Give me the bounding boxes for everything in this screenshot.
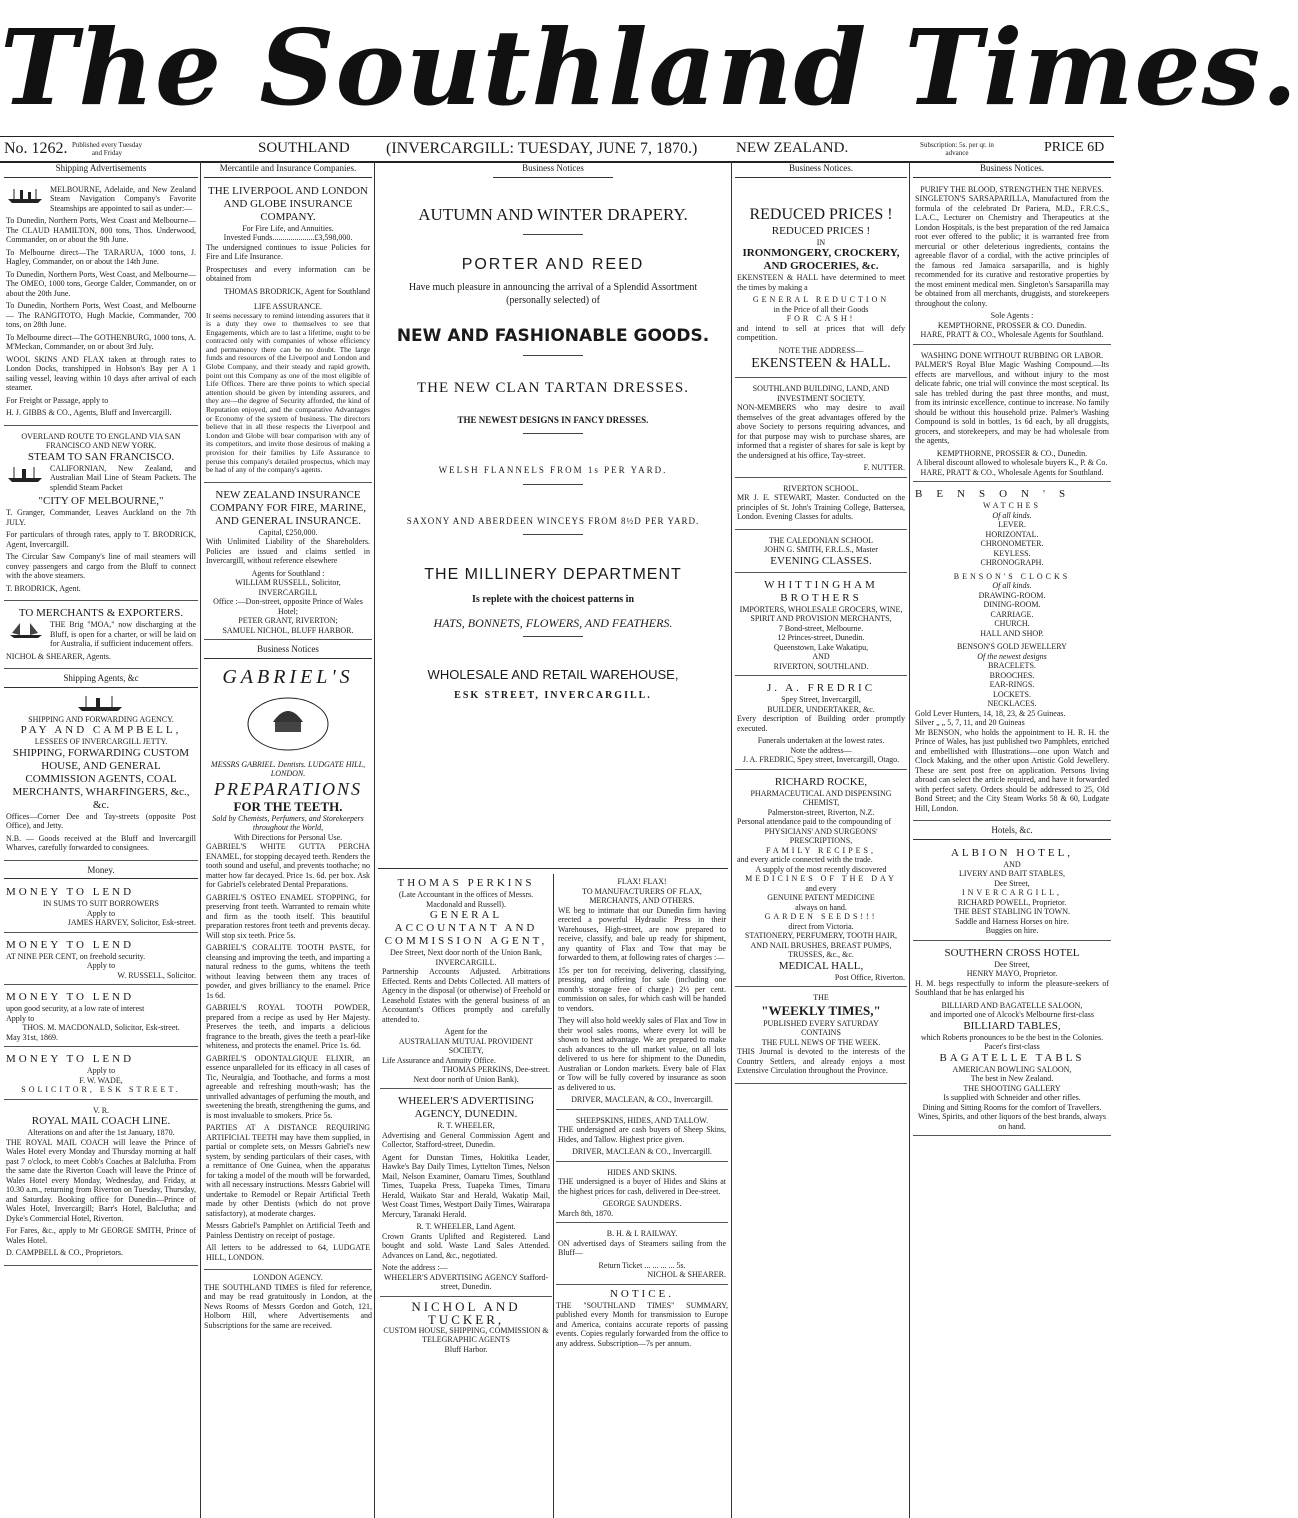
ad-building-society: SOUTHLAND BUILDING, LAND, AND INVESTMENT SOCIETY. NON-MEMBERS who may desire to avail themselves of the great advantages offered by the above Society to persons requiring advances, and for that purpose may wish to purchase shares, are informed that a register of shares for sale is kept by the undersigned at his office, Tay-street. F. NUTTER. — [735, 381, 907, 478]
list-item: To Melbourne direct—The GOTHENBURG, 1000 tons, A. M'Meckan, Commander, on or about 3rd July. — [6, 332, 196, 351]
columns — [0, 162, 1114, 1518]
masthead — [0, 0, 1298, 135]
ad-merchants: TO MERCHANTS & EXPORTERS. THE Brig "MOA," now discharging at the Bluff, is open for a charter, or will be laid on for Australia, if sufficient inducement offers. NICHOL & SHEARER, Agents. — [4, 604, 198, 669]
ad-money-macdonald: MONEY TO LEND upon good security, at a low rate of interest Apply to THOS. M. MACDONALD, Solicitor, Esk-street. May 31st, 1869. — [4, 988, 198, 1047]
ad-sarsaparilla: PURIFY THE BLOOD, STRENGTHEN THE NERVES. SINGLETON'S SARSAPARILLA, Manufactured from the formula of the celebrated Dr Pariera, M.D., F.R.C.S., L.A.C., Lecturer on Chemistry and Therapeutics at the London Hospitals, is the best preparation of the red Jamaica root ever offered to the public; it is warranted free from mercurial or other deleterious ingredients, contains the agreeable flavor of a cordial, with the active principles of the famous red Jamaica sarsaparilla, and is highly recommended for its curative and restorative properties by the most eminent medical men. Singleton's Sarsaparilla may be obtained from all merchants, druggists, and storekeepers throughout the colony. Sole Agents : KEMPTHORNE, PROSSER & CO. Dunedin. HARE, PRATT & CO., Wholesale Agents for Southland. — [913, 182, 1111, 345]
list-item: HALL AND SHOP. — [980, 628, 1044, 638]
list-item: To Dunedin, Northern Ports, West Coast, and Melbourne — The RANGITOTO, Hugh Mackie, Commander, 700 tons, on 28th June. — [6, 301, 196, 329]
ad-liverpool: THE LIVERPOOL AND LONDON AND GLOBE INSURANCE COMPANY. For Fire Life, and Annuities. Invested Funds.....................£3,598,000. The undersigned continues to issue Policies for Fire and Life Insurance. Prospectuses and every information can be obtained from THOMAS BRODRICK, Agent for Southland LIFE ASSURANCE. It seems necessary to remind intending assurers that it is a duty they owe to themselves to see that Engagements, which are to last a lifetime, ought to be contracted only with companies of whose efficiency and permanency there can be no doubt. The large funds and resources of the Liverpool and London and Globe Company, and their steady and rapid growth, point out this Company as one of the most eligible of Life Offices. There are three points to which special attention should be given by intending assurers, and they are—the degree of Security afforded, the kind of Reputation enjoyed, and the comparative Advantages or Economy of the system of business. The directors believe that in all these respects the Liverpool and London and Globe will bear comparison with any of its competitors, and invite those desirous of making a provision for their families by Life Assurance to peruse this company's detailed prospectus, which may be had of any of the company's agents. — [204, 182, 372, 483]
column-divider — [909, 162, 910, 1518]
ad-fredric: J. A. FREDRIC Spey Street, Invercargill, BUILDER, UNDERTAKER, &c. Every description of Building order promptly executed. Funerals undertaken at the lowest rates. Note the address— J. A. FREDRIC, Spey street, Invercargill, Otago. — [735, 679, 907, 770]
route-list — [6, 216, 196, 352]
ad-pay-campbell: SHIPPING AND FORWARDING AGENCY. PAY AND CAMPBELL, LESSEES OF INVERCARGILL JETTY. SHIPPING, FORWARDING CUSTOM HOUSE, AND GENERAL COMMISSION AGENTS, COAL MERCHANTS, WHARFINGERS, &c., &c. Offices—Corner Dee and Tay-streets (opposite Post Office), and Jetty. N.B. — Goods received at the Bluff and Invercargill Wharves, carefully forwarded to consignees. — [4, 692, 198, 861]
place-new-zealand: NEW ZEALAND. — [736, 140, 849, 156]
steamship-icon — [6, 466, 46, 484]
subscription: Subscription: 5s. per qr. in advance — [920, 141, 994, 157]
ad-ekensteen: REDUCED PRICES ! REDUCED PRICES ! IN IRONMONGERY, CROCKERY, AND GROCERIES, &c. EKENSTEEN & HALL have determined to meet the times by making a GENERAL REDUCTION in the Price of all their Goods FOR CASH! and intend to sell at prices that will defy competition. NOTE THE ADDRESS— EKENSTEEN & HALL. — [735, 182, 907, 379]
column-divider — [553, 874, 554, 1518]
column-divider — [200, 162, 201, 1518]
column-divider — [374, 162, 375, 1518]
place-southland: SOUTHLAND — [258, 140, 350, 156]
ad-money-harvey: MONEY TO LEND IN SUMS TO SUIT BORROWERS Apply to JAMES HARVEY, Solicitor, Esk-street. — [4, 883, 198, 933]
ad-san-francisco: OVERLAND ROUTE TO ENGLAND VIA SAN FRANCISCO AND NEW YORK. STEAM TO SAN FRANCISCO. CALIFORNIAN, New Zealand, and Australian Mail Line of Steam Packets. The splendid Steam Packet "CITY OF MELBOURNE," T. Granger, Commander, Leaves Auckland on the 7th JULY. For particulars of through rates, apply to T. BRODRICK, Agent, Invercargill. The Circular Saw Company's line of mail steamers will convey passengers and cargo from the Bluff to connect with the above steamers. T. BRODRICK, Agent. — [4, 429, 198, 602]
sailing-brig-icon — [6, 622, 46, 640]
ad-flax: FLAX! FLAX! TO MANUFACTURERS OF FLAX, MERCHANTS, AND OTHERS. WE beg to intimate that our Dunedin firm having erected a powerful Hydraulic Press in their Warehouses, High-street, are now prepared to receive, classify, and bale up ready for shipment, any quantity of Flax and Tow that may be forwarded to them, at following rates of charges :— 15s per ton for receiving, delivering, classifying, pressing, and offering for sale (including one month's storage free of charge.) 2½ per cent. commission on sales, for which cash will be handed to vendors. They will also hold weekly sales of Flax and Tow in their wool sales rooms, where every lot will be shown to best advantage. We are prepared to make cash advances to the ull market value, on all lots delivered to us here for shipment to the Dunedin, Australian or London markets. Every bale of Flax or Tow will be fully covered by insurance as soon as delivered to us. DRIVER, MACLEAN, & CO., Invercargill. — [556, 874, 728, 1110]
ad-whittingham: WHITTINGHAM BROTHERS IMPORTERS, WHOLESALE GROCERS, WINE, SPIRIT AND PROVISION MERCHANTS, 7 Bond-street, Melbourne. 12 Princes-street, Dunedin. Queenstown, Lake Wakatipu, AND RIVERTON, SOUTHLAND. — [735, 576, 907, 677]
ad-money-wade: MONEY TO LEND Apply to F. W. WADE, SOLICITOR, ESK STREET. — [4, 1050, 198, 1100]
list-item: To Melbourne direct—The TARARUA, 1000 tons, J. Hagley, Commander, on or about the 14th June. — [6, 247, 196, 266]
section-header: Shipping Advertisements — [4, 162, 198, 178]
list-item: To Dunedin, Northern Ports, West Coast and Melbourne—The CLAUD HAMILTON, 800 tons, Thos. Underwood, Commander, on or about the 9th June. — [6, 216, 196, 244]
ad-weekly-times: THE "WEEKLY TIMES," PUBLISHED EVERY SATURDAY CONTAINS THE FULL NEWS OF THE WEEK. THIS Journal is devoted to the interests of the Country Settlers, and already enjoys a most Extensive Circulation throughout the Province. — [735, 990, 907, 1084]
ad-gabriel: GABRIEL'S MESSRS GABRIEL. Dentists. LUDGATE HILL, LONDON. PREPARATIONS FOR THE TEETH. Sold by Chemists, Perfumers, and Storekeepers throughout the World, With Directions for Personal Use. GABRIEL'S WHITE GUTTA PERCHA ENAMEL, for stopping decayed teeth. Renders the tooth sound and useful, and prevents toothache; no matter how far decayed. Price 1s. 6d. per box. Ask for Gabriel's celebrated Dental Preparations. GABRIEL'S OSTEO ENAMEL STOPPING, for preserving front teeth. Warranted to remain white and firm as the tooth itself. This beautiful preparation restores front teeth and prevents decay. Will stop six teeth. Price 5s. GABRIEL'S CORALITE TOOTH PASTE, for cleansing and improving the teeth, and imparting a natural redness to the gums, whitens the teeth without leaving between them any traces of powder, and gives brilliancy to the enamel. Price 1s 6d. GABRIEL'S ROYAL TOOTH POWDER, prepared from a recipe as used by Her Majesty. Preserves the teeth, and imparts a delicious fragrance to the breath, gives the teeth a pearl-like whiteness, and protects the enamel. Price 1s. 6d. GABRIEL'S ODONTALGIQUE ELIXIR, an essence unparalleled for its efficacy in all cases of Tic, Neuralgia, and Toothache, and forms a most agreeable and refreshing mouth-wash; has the unrivalled advantages of perfuming the mouth, and sweetening the breath, strengthening the gums, and is most invaluable to smokers. Price 5s. PARTIES AT A DISTANCE REQUIRING ARTIFICIAL TEETH may have them supplied, in partial or complete sets, on Messrs Gabriel's new system, by sending particulars of their cases, with a remittance of One Guinea, when the apparatus for taking a model of the mouth will be forwarded, with all necessary instructions. Messrs Gabriel will undertake to Remodel or Repair Artificial Teeth made by other Dentists (which do not prove satisfactory), at moderate charges. Messrs Gabriel's Pamphlet on Artificial Teeth and Painless Dentistry on receipt of postage. All letters to be addressed to 64, LUDGATE HILL, LONDON. — [204, 663, 372, 1271]
ad-porter-reed: Business Notices AUTUMN AND WINTER DRAPERY. PORTER AND REED Have much pleasure in announcing the arrival of a Splendid Assortment (personally selected) of NEW AND FASHIONABLE GOODS. THE NEW CLAN TARTAN DRESSES. THE NEWEST DESIGNS IN FANCY DRESSES. WELSH FLANNELS FROM 1s PER YARD. SAXONY AND ABERDEEN WINCEYS FROM 8½D PER YARD. THE MILLINERY DEPARTMENT Is replete with the choicest patterns in HATS, BONNETS, FLOWERS, AND FEATHERS. WHOLESALE AND RETAIL WAREHOUSE, ESK STREET, INVERCARGILL. — [396, 163, 710, 701]
price: PRICE 6D — [1044, 140, 1105, 155]
column-divider — [731, 162, 732, 1518]
ad-sheepskins: SHEEPSKINS, HIDES, AND TALLOW. THE undersigned are cash buyers of Sheep Skins, Hides, and Tallow. Highest price given. DRIVER, MACLEAN & CO., Invercargill. — [556, 1113, 728, 1162]
list-item: KEYLESS. — [993, 548, 1031, 558]
royal-seal-icon — [243, 694, 333, 754]
list-item: CHURCH. — [994, 619, 1030, 628]
ad-steam-navigation: MELBOURNE, Adelaide, and New Zealand Steam Navigation Company's Favorite Steamships are appointed to sail as under:— To Dunedin, Northern Ports, West Coast and Melbourne—The CLAUD HAMILTON, 800 tons, Thos. Underwood, Commander, on or about the 9th June. To Melbourne direct—The TARARUA, 1000 tons, J. Hagley, Commander, on or about the 14th June. To Dunedin, Northern Ports, West Coast, and Melbourne—The OMEO, 1000 tons, George Calder, Commander, on or about the 20th June. To Dunedin, Northern Ports, West Coast, and Melbourne — The RANGITOTO, Hugh Mackie, Commander, 700 tons, on 28th June. To Melbourne direct—The GOTHENBURG, 1000 tons, A. M'Meckan, Commander, on or about 3rd July. WOOL SKINS AND FLAX taken at through rates to London Docks, transhipped in Hobson's Bay per A 1 sailing vessel, leaving within 10 days after arrival of each steamer. For Freight or Passage, apply to H. J. GIBBS & CO., Agents, Bluff and Invercargill. — [4, 182, 198, 426]
list-item: BROOCHES. — [989, 670, 1035, 680]
ad-washing: WASHING DONE WITHOUT RUBBING OR LABOR. PALMER'S Royal Blue Magic Washing Compound.—Its effects are marvellous, and without injury to the most delicate fabric, one trial will convince the most sceptical. Its sale has trebled during the past three months, and must, from its intrinsic excellence, continue to increase. No family should be without this household prize. Palmer's Washing Compound is sold in bottles, 1s 6d each, by all druggists, grocers, and storekeepers, and may be had wholesale from the agents, KEMPTHORNE, PROSSER & CO., Dunedin. A liberal discount allowed to wholesale buyers K., P. & Co. HARE, PRATT & CO., Wholesale Agents for Southland. — [913, 348, 1111, 483]
ad-benson: BENSON'S WATCHES Of all kinds. LEVER. HORIZONTAL. CHRONOMETER. KEYLESS. CHRONOGRAPH. BENSON'S CLOCKS Of all kinds. DRAWING-ROOM. DINING-ROOM. CARRIAGE. CHURCH. HALL AND SHOP. BENSON'S GOLD JEWELLERY Of the newest designs BRACELETS. BROOCHES. EAR-RINGS. LOCKETS. NECKLACES. Gold Lever Hunters, 14, 18, 23, & 25 Guineas. Silver „ „ 5, 7, 11, and 20 Guineas Mr BENSON, who holds the appointment to H. R. H. the Prince of Wales, has just published two Pamphlets, enriched and embellished with Illustrations—one upon Watch and Clock Making, and the other upon Artistic Gold Jewellery. These are sent post free on application. Persons living abroad can select the article required, and have it forwarded with perfect safety. Orders should be addressed to 25, Old Bond Street; and the City Steam Works 58 & 60, Ludgate Hill, London. — [913, 485, 1111, 821]
list-item: EAR-RINGS. — [989, 680, 1035, 689]
steamship-icon — [76, 695, 126, 713]
list-item: CARRIAGE. — [990, 609, 1034, 619]
dateline — [0, 136, 1114, 163]
list-item: BRACELETS. — [988, 661, 1036, 670]
column-perkins: THOMAS PERKINS (Late Accountant in the offices of Messrs. Macdonald and Russell). GENERAL ACCOUNTANT AND COMMISSION AGENT, Dee Street, Next door north of the Union Bank, INVERCARGILL. Partnership Accounts Adjusted. Arbitrations Effected. Rents and Debts Collected. All matters of Agency in the disposal (or otherwise) of Freehold or Leasehold Estates with the general business of an Accountant's Offices promptly and carefully attended to. Agent for the AUSTRALIAN MUTUAL PROVIDENT SOCIETY, Life Assurance and Annuity Office. THOMAS PERKINS, Dee-street. Next door north of Union Bank). WHEELER'S ADVERTISING AGENCY, DUNEDIN. R. T. WHEELER, Advertising and General Commission Agent and Collector, Stafford-street, Dunedin. Agent for Dunstan Times, Hokitika Leader, Hawke's Bay Daily Times, Lyttelton Times, Nelson Mail, Nelson Examiner, Oamaru Times, Southland Times, Tuapeka Press, Tuapeka Times, Timaru Herald, Waikato Star and Herald, Wakatip Mail, West Coast Times, Westport Daily Times, Wairarapa Mercury, Taranaki Herald. R. T. WHEELER, Land Agent. Crown Grants Uplifted and Registered. Land bought and sold. Waste Land Sales Attended. Advances on Land, &c., negotiated. Note the address :— WHEELER'S ADVERTISING AGENCY Stafford-street, Dunedin. NICHOL AND TUCKER, CUSTOM HOUSE, SHIPPING, COMMISSION & TELEGRAPHIC AGENTS Bluff Harbor. — [380, 874, 552, 1518]
list-item: HORIZONTAL. — [985, 529, 1039, 539]
list-item: DRAWING-ROOM. — [978, 590, 1046, 600]
column-business-2: Business Notices. PURIFY THE BLOOD, STRENGTHEN THE NERVES. SINGLETON'S SARSAPARILLA, Manufactured from the formula of the celebrated Dr Pariera, M.D., F.R.C.S., L.A.C., Lecturer on Chemistry and Therapeutics at the London Hospitals, is the best preparation of the red Jamaica root ever offered to the public; it is warranted free from mercurial or other deleterious ingredients, contains the agreeable flavor of a cordial, with the active principles of the famous red Jamaica sarsaparilla, and is highly recommended for its curative and restorative properties by the most eminent medical men. Singleton's Sarsaparilla may be obtained from all merchants, druggists, and storekeepers throughout the colony. Sole Agents : KEMPTHORNE, PROSSER & CO. Dunedin. HARE, PRATT & CO., Wholesale Agents for Southland. WASHING DONE WITHOUT RUBBING OR LABOR. PALMER'S Royal Blue Magic Washing Compound.—Its effects are marvellous, and without injury to the most delicate fabric, one trial will convince the most sceptical. Its sale has trebled during the past three months, and must, from its intrinsic excellence, continue to increase. No family should be without this household prize. Palmer's Washing Compound is sold in bottles, 1s 6d each, by all druggists, grocers, and storekeepers, and may be had wholesale from the agents, KEMPTHORNE, PROSSER & CO., Dunedin. A liberal discount allowed to wholesale buyers K., P. & Co. HARE, PRATT & CO., Wholesale Agents for Southland. BENSON'S WATCHES Of all kinds. LEVER. HORIZONTAL. CHRONOMETER. KEYLESS. CHRONOGRAPH. BENSON'S CLOCKS Of all kinds. DRAWING-ROOM. DINING-ROOM. CARRIAGE. CHURCH. HALL AND SHOP. BENSON'S GOLD JEWELLERY Of the newest designs BRACELETS. BROOCHES. EAR-RINGS. LOCKETS. NECKLACES. Gold Lever Hunters, 14, 18, 23, & 25 Guineas. Silver „ „ 5, 7, 11, and 20 Guineas Mr BENSON, who holds the appointment to H. R. H. the Prince of Wales, has just published two Pamphlets, enriched and embellished with Illustrations—one upon Watch and Clock Making, and the other upon Artistic Gold Jewellery. These are sent post free on application. Persons living abroad can select the article required, and have it forwarded with perfect safety. Orders should be addressed to 25, Old Bond Street; and the City Steam Works 58 & 60, Ludgate Hill, London. Hotels, &c. ALBION HOTEL, AND LIVERY AND BAIT STABLES, Dee Street, INVERCARGILL, RICHARD POWELL, Proprietor. THE BEST STABLING IN TOWN. Saddle and Harness Horses on hire. Buggies on hire. SOUTHERN CROSS HOTEL Dee Street, HENRY MAYO, Proprietor. H. M. begs respectfully to inform the pleasure-seekers of Southland that he has enlarged his BILLIARD AND BAGATELLE SALOON, and imported one of Alcock's Melbourne first-class BILLIARD TABLES, which Roberts pronounces to be the best in the Colonies. Pacer's first-class BAGATELLE TABLS AMERICAN BOWLING SALOON, The best in New Zealand. THE SHOOTING GALLERY Is supplied with Schneider and other rifles. Dining and Sitting Rooms for the comfort of Travellers. Wines, Spirits, and other liquors of the best brands, always on hand. — [913, 162, 1111, 1518]
column-business-1: Business Notices. REDUCED PRICES ! REDUCED PRICES ! IN IRONMONGERY, CROCKERY, AND GROCERIES, &c. EKENSTEEN & HALL have determined to meet the times by making a GENERAL REDUCTION in the Price of all their Goods FOR CASH! and intend to sell at prices that will defy competition. NOTE THE ADDRESS— EKENSTEEN & HALL. SOUTHLAND BUILDING, LAND, AND INVESTMENT SOCIETY. NON-MEMBERS who may desire to avail themselves of the great advantages offered by the above Society to persons requiring advances, and for that purpose may wish to purchase shares, are informed that a register of shares for sale is kept by the undersigned at his office, Tay-street. F. NUTTER. RIVERTON SCHOOL. MR J. E. STEWART, Master. Conducted on the principles of St. John's Training College, Battersea, London. Evening Classes for adults. THE CALEDONIAN SCHOOL JOHN G. SMITH, F.R.L.S., Master EVENING CLASSES. WHITTINGHAM BROTHERS IMPORTERS, WHOLESALE GROCERS, WINE, SPIRIT AND PROVISION MERCHANTS, 7 Bond-street, Melbourne. 12 Princes-street, Dunedin. Queenstown, Lake Wakatipu, AND RIVERTON, SOUTHLAND. J. A. FREDRIC Spey Street, Invercargill, BUILDER, UNDERTAKER, &c. Every description of Building order promptly executed. Funerals undertaken at the lowest rates. Note the address— J. A. FREDRIC, Spey street, Invercargill, Otago. RICHARD ROCKE, PHARMACEUTICAL AND DISPENSING CHEMIST, Palmerston-street, Riverton, N.Z. Personal attendance paid to the compounding of PHYSICIANS' AND SURGEONS' PRESCRIPTIONS, FAMILY RECIPES, and every article connected with the trade. A supply of the most recently discovered MEDICINES OF THE DAY and every GENUINE PATENT MEDICINE always on hand. GARDEN SEEDS!!! direct from Victoria. STATIONERY, PERFUMERY, TOOTH HAIR, AND NAIL BRUSHES, BREAST PUMPS, TRUSSES, &c., &c. MEDICAL HALL, Post Office, Riverton. THE "WEEKLY TIMES," PUBLISHED EVERY SATURDAY CONTAINS THE FULL NEWS OF THE WEEK. THIS Journal is devoted to the interests of the Country Settlers, and already enjoys a most Extensive Circulation throughout the Province. — [735, 162, 907, 1518]
column-shipping: Shipping Advertisements MELBOURNE, Adelaide, and New Zealand Steam Navigation Company's Favorite Steamships are appointed to sail as under:— To Dunedin, Northern Ports, West Coast and Melbourne—The CLAUD HAMILTON, 800 tons, Thos. Underwood, Commander, on or about the 9th June. To Melbourne direct—The TARARUA, 1000 tons, J. Hagley, Commander, on or about the 14th June. To Dunedin, Northern Ports, West Coast, and Melbourne—The OMEO, 1000 tons, George Calder, Commander, on or about the 20th June. To Dunedin, Northern Ports, West Coast, and Melbourne — The RANGITOTO, Hugh Mackie, Commander, 700 tons, on 28th June. To Melbourne direct—The GOTHENBURG, 1000 tons, A. M'Meckan, Commander, on or about 3rd July. WOOL SKINS AND FLAX taken at through rates to London Docks, transhipped in Hobson's Bay per A 1 sailing vessel, leaving within 10 days after arrival of each steamer. For Freight or Passage, apply to H. J. GIBBS & CO., Agents, Bluff and Invercargill. OVERLAND ROUTE TO ENGLAND VIA SAN FRANCISCO AND NEW YORK. STEAM TO SAN FRANCISCO. CALIFORNIAN, New Zealand, and Australian Mail Line of Steam Packets. The splendid Steam Packet "CITY OF MELBOURNE," T. Granger, Commander, Leaves Auckland on the 7th JULY. For particulars of through rates, apply to T. BRODRICK, Agent, Invercargill. The Circular Saw Company's line of mail steamers will convey passengers and cargo from the Bluff to connect with the above steamers. T. BRODRICK, Agent. TO MERCHANTS & EXPORTERS. THE Brig "MOA," now discharging at the Bluff, is open for a charter, or will be laid on for Australia, if sufficient inducement offers. NICHOL & SHEARER, Agents. Shipping Agents, &c SHIPPING AND FORWARDING AGENCY. PAY AND CAMPBELL, LESSEES OF INVERCARGILL JETTY. SHIPPING, FORWARDING CUSTOM HOUSE, AND GENERAL COMMISSION AGENTS, COAL MERCHANTS, WHARFINGERS, &c., &c. Offices—Corner Dee and Tay-streets (opposite Post Office), and Jetty. N.B. — Goods received at the Bluff and Invercargill Wharves, carefully forwarded to consignees. Money. MONEY TO LEND IN SUMS TO SUIT BORROWERS Apply to JAMES HARVEY, Solicitor, Esk-street. MONEY TO LEND AT NINE PER CENT, on freehold security. Apply to W. RUSSELL, Solicitor. MONEY TO LEND upon good security, at a low rate of interest Apply to THOS. M. MACDONALD, Solicitor, Esk-street. May 31st, 1869. MONEY TO LEND Apply to F. W. WADE, SOLICITOR, ESK STREET. V. R. ROYAL MAIL COACH LINE. Alterations on and after the 1st January, 1870. THE ROYAL MAIL COACH will leave the Prince of Wales Hotel every Monday and Thursday morning at half past 7 o'clock, to meet Cobb's Coaches at Balclutha. From the same date the Riverton Coach will leave the Prince of Wales Hotel every Monday, Wednesday, and Friday, at 10.30 a.m., returning from Riverton on Tuesday, Thursday, and Saturday. Booking office for Dunedin—Prince of Wales Hotel, Invercargill; Barr's Hotel, Balclutha; and Dyke's Commercial Hotel, Riverton. For Fares, &c., apply to Mr GEORGE SMITH, Prince of Wales Hotel. D. CAMPBELL & CO., Proprietors. — [4, 162, 198, 1518]
ad-railway: B. H. & I. RAILWAY. ON advertised days of Steamers sailing from the Bluff— Return Ticket ... ... ... ... 5s. NICHOL & SHEARER. — [556, 1226, 728, 1285]
ad-albion-hotel: ALBION HOTEL, AND LIVERY AND BAIT STABLES, Dee Street, INVERCARGILL, RICHARD POWELL, Proprietor. THE BEST STABLING IN TOWN. Saddle and Harness Horses on hire. Buggies on hire. — [913, 844, 1111, 941]
ad-rocke: RICHARD ROCKE, PHARMACEUTICAL AND DISPENSING CHEMIST, Palmerston-street, Riverton, N.Z. Personal attendance paid to the compounding of PHYSICIANS' AND SURGEONS' PRESCRIPTIONS, FAMILY RECIPES, and every article connected with the trade. A supply of the most recently discovered MEDICINES OF THE DAY and every GENUINE PATENT MEDICINE always on hand. GARDEN SEEDS!!! direct from Victoria. STATIONERY, PERFUMERY, TOOTH HAIR, AND NAIL BRUSHES, BREAST PUMPS, TRUSSES, &c., &c. MEDICAL HALL, Post Office, Riverton. — [735, 773, 907, 988]
column-insurance: Mercantile and Insurance Companies. THE LIVERPOOL AND LONDON AND GLOBE INSURANCE COMPANY. For Fire Life, and Annuities. Invested Funds.....................£3,598,000. The undersigned continues to issue Policies for Fire and Life Insurance. Prospectuses and every information can be obtained from THOMAS BRODRICK, Agent for Southland LIFE ASSURANCE. It seems necessary to remind intending assurers that it is a duty they owe to themselves to see that Engagements, which are to last a lifetime, ought to be contracted only with companies of whose efficiency and permanency there can be no doubt. The large funds and resources of the Liverpool and London and Globe Company, and their steady and rapid growth, point out this Company as one of the most eligible of Life Offices. There are three points to which special attention should be given by intending assurers, and they are—the degree of Security afforded, the kind of Reputation enjoyed, and the comparative Advantages or Economy of the system of business. The directors believe that in all these respects the Liverpool and London and Globe will bear comparison with any of its competitors, and invite those desirous of making a provision for their families by Life Assurance to peruse this company's detailed prospectus, which may be had of any of the company's agents. NEW ZEALAND INSURANCE COMPANY FOR FIRE, MARINE, AND GENERAL INSURANCE. Capital, £250,000. With Unlimited Liability of the Shareholders. Policies are issued and claims settled in Invercargill, without reference elsewhere Agents for Southland : WILLIAM RUSSELL, Solicitor, INVERCARGILL Office :—Don-street, opposite Prince of Wales Hotel; PETER GRANT, RIVERTON; SAMUEL NICHOL, BLUFF HARBOR. Business Notices GABRIEL'S MESSRS GABRIEL. Dentists. LUDGATE HILL, LONDON. PREPARATIONS FOR THE TEETH. Sold by Chemists, Perfumers, and Storekeepers throughout the World, With Directions for Personal Use. GABRIEL'S WHITE GUTTA PERCHA ENAMEL, for stopping decayed teeth. Renders the tooth sound and useful, and prevents toothache; no matter how far decayed. Price 1s. 6d. per box. Ask for Gabriel's celebrated Dental Preparations. GABRIEL'S OSTEO ENAMEL STOPPING, for preserving front teeth. Warranted to remain white and firm as the tooth itself. This beautiful preparation restores front teeth and prevents decay. Will stop six teeth. Price 5s. GABRIEL'S CORALITE TOOTH PASTE, for cleansing and improving the teeth, and imparting a natural redness to the gums, whitens the teeth without leaving between them any traces of powder, and gives brilliancy to the enamel. Price 1s 6d. GABRIEL'S ROYAL TOOTH POWDER, prepared from a recipe as used by Her Majesty. Preserves the teeth, and imparts a delicious fragrance to the breath, gives the teeth a pearl-like whiteness, and protects the enamel. Price 1s. 6d. GABRIEL'S ODONTALGIQUE ELIXIR, an essence unparalleled for its efficacy in all cases of Tic, Neuralgia, and Toothache, and forms a most agreeable and refreshing mouth-wash; has the unrivalled advantages of perfuming the mouth, and sweetening the breath, strengthening the gums, and is most invaluable to smokers. Price 5s. PARTIES AT A DISTANCE REQUIRING ARTIFICIAL TEETH may have them supplied, in partial or complete sets, on Messrs Gabriel's new system, by sending particulars of their cases, with a remittance of One Guinea, when the apparatus for taking a model of the mouth will be forwarded, with all necessary instructions. Messrs Gabriel will undertake to Remodel or Repair Artificial Teeth made by other Dentists (which do not prove satisfactory), at moderate charges. Messrs Gabriel's Pamphlet on Artificial Teeth and Painless Dentistry on receipt of postage. All letters to be addressed to 64, LUDGATE HILL, LONDON. LONDON AGENCY. THE SOUTHLAND TIMES is filed for reference, and may be read gratuitously in London, at the News Rooms of Messrs Gordon and Gotch, 121, Holborn Hill, where Advertisements and Subscriptions for the same are received. — [204, 163, 372, 1330]
ad-riverton-school: RIVERTON SCHOOL. MR J. E. STEWART, Master. Conducted on the principles of St. John's Training College, Battersea, London. Evening Classes for adults. — [735, 481, 907, 530]
issue-number: No. 1262. — [4, 140, 68, 157]
ad-nz-insurance: NEW ZEALAND INSURANCE COMPANY FOR FIRE, MARINE, AND GENERAL INSURANCE. Capital, £250,000. With Unlimited Liability of the Shareholders. Policies are issued and claims settled in Invercargill, without reference elsewhere Agents for Southland : WILLIAM RUSSELL, Solicitor, INVERCARGILL Office :—Don-street, opposite Prince of Wales Hotel; PETER GRANT, RIVERTON; SAMUEL NICHOL, BLUFF HARBOR. — [204, 486, 372, 641]
ad-money-russell: MONEY TO LEND AT NINE PER CENT, on freehold security. Apply to W. RUSSELL, Solicitor. — [4, 936, 198, 986]
ad-royal-mail: V. R. ROYAL MAIL COACH LINE. Alterations on and after the 1st January, 1870. THE ROYAL MAIL COACH will leave the Prince of Wales Hotel every Monday and Thursday morning at half past 7 o'clock, to meet Cobb's Coaches at Balclutha. From the same date the Riverton Coach will leave the Prince of Wales Hotel every Monday, Wednesday, and Friday, at 10.30 a.m., returning from Riverton on Tuesday, Thursday, and Saturday. Booking office for Dunedin—Prince of Wales Hotel, Invercargill; Barr's Hotel, Balclutha; and Dyke's Commercial Hotel, Riverton. For Fares, &c., apply to Mr GEORGE SMITH, Prince of Wales Hotel. D. CAMPBELL & CO., Proprietors. — [4, 1103, 198, 1266]
list-item: DINING-ROOM. — [983, 600, 1041, 609]
issue-date: (INVERCARGILL: TUESDAY, JUNE 7, 1870.) — [386, 140, 698, 157]
ad-caledonian: THE CALEDONIAN SCHOOL JOHN G. SMITH, F.R.L.S., Master EVENING CLASSES. — [735, 533, 907, 573]
ad-wheeler: WHEELER'S ADVERTISING AGENCY, DUNEDIN. R. T. WHEELER, Advertising and General Commission Agent and Collector, Stafford-street, Dunedin. Agent for Dunstan Times, Hokitika Leader, Hawke's Bay Daily Times, Lyttelton Times, Nelson Mail, Nelson Examiner, Oamaru Times, Southland Times, Tuapeka Press, Tuapeka Times, Timaru Herald, Waikato Star and Herald, Wakatip Mail, West Coast Times, Westport Daily Times, Wairarapa Mercury, Taranaki Herald. R. T. WHEELER, Land Agent. Crown Grants Uplifted and Registered. Land bought and sold. Waste Land Sales Attended. Advances on Land, &c., negotiated. Note the address :— WHEELER'S ADVERTISING AGENCY Stafford-street, Dunedin. — [380, 1092, 552, 1297]
list-item: CHRONOGRAPH. — [980, 558, 1044, 567]
ad-perkins: THOMAS PERKINS (Late Accountant in the offices of Messrs. Macdonald and Russell). GENERAL ACCOUNTANT AND COMMISSION AGENT, Dee Street, Next door north of the Union Bank, INVERCARGILL. Partnership Accounts Adjusted. Arbitrations Effected. Rents and Debts Collected. All matters of Agency in the disposal (or otherwise) of Freehold or Leasehold Estates with the general business of an Accountant's Offices promptly and carefully attended to. Agent for the AUSTRALIAN MUTUAL PROVIDENT SOCIETY, Life Assurance and Annuity Office. THOMAS PERKINS, Dee-street. Next door north of Union Bank). — [380, 874, 552, 1089]
list-item: NECKLACES. — [987, 699, 1037, 708]
column-flax: FLAX! FLAX! TO MANUFACTURERS OF FLAX, MERCHANTS, AND OTHERS. WE beg to intimate that our Dunedin firm having erected a powerful Hydraulic Press in their Warehouses, High-street, are now prepared to receive, classify, and bale up ready for shipment, any quantity of Flax and Tow that may be forwarded to them, at following rates of charges :— 15s per ton for receiving, delivering, classifying, pressing, and offering for sale (including one month's storage free of charge.) 2½ per cent. commission on sales, for which cash will be handed to vendors. They will also hold weekly sales of Flax and Tow in their wool sales rooms, where every lot will be shown to best advantage. We are prepared to make cash advances to the ull market value, on all lots delivered to us here for shipment to the Dunedin, Australian or London markets. Every bale of Flax or Tow will be fully covered by insurance as soon as delivered to us. DRIVER, MACLEAN, & CO., Invercargill. SHEEPSKINS, HIDES, AND TALLOW. THE undersigned are cash buyers of Sheep Skins, Hides, and Tallow. Highest price given. DRIVER, MACLEAN & CO., Invercargill. HIDES AND SKINS. THE undersigned is a buyer of Hides and Skins at the highest prices for cash, delivered in Dee-street. GEORGE SAUNDERS. March 8th, 1870. B. H. & I. RAILWAY. ON advertised days of Steamers sailing from the Bluff— Return Ticket ... ... ... ... 5s. NICHOL & SHEARER. NOTICE. THE "SOUTHLAND TIMES" SUMMARY, published every Month for transmission to Europe and America, contains accurate reports of passing events. Copies regularly forwarded from the office to any address. Subscription—7s per annum. — [556, 874, 728, 1518]
publication-schedule: Published every Tuesday and Friday — [72, 141, 142, 157]
ad-southern-cross: SOUTHERN CROSS HOTEL Dee Street, HENRY MAYO, Proprietor. H. M. begs respectfully to inform the pleasure-seekers of Southland that he has enlarged his BILLIARD AND BAGATELLE SALOON, and imported one of Alcock's Melbourne first-class BILLIARD TABLES, which Roberts pronounces to be the best in the Colonies. Pacer's first-class BAGATELLE TABLS AMERICAN BOWLING SALOON, The best in New Zealand. THE SHOOTING GALLERY Is supplied with Schneider and other rifles. Dining and Sitting Rooms for the comfort of Travellers. Wines, Spirits, and other liquors of the best brands, always on hand. — [913, 944, 1111, 1137]
list-item: CHRONOMETER. — [980, 539, 1044, 548]
steamship-icon — [6, 187, 46, 205]
ad-hides: HIDES AND SKINS. THE undersigned is a buyer of Hides and Skins at the highest prices for cash, delivered in Dee-street. GEORGE SAUNDERS. March 8th, 1870. — [556, 1165, 728, 1224]
newspaper-title: The Southland Times. — [0, 6, 1298, 129]
list-item: LEVER. — [998, 520, 1026, 529]
section-divider — [378, 868, 728, 869]
list-item: To Dunedin, Northern Ports, West Coast, and Melbourne—The OMEO, 1000 tons, George Calder, Commander, on or about the 20th June. — [6, 269, 196, 298]
list-item: LOCKETS. — [993, 689, 1031, 699]
